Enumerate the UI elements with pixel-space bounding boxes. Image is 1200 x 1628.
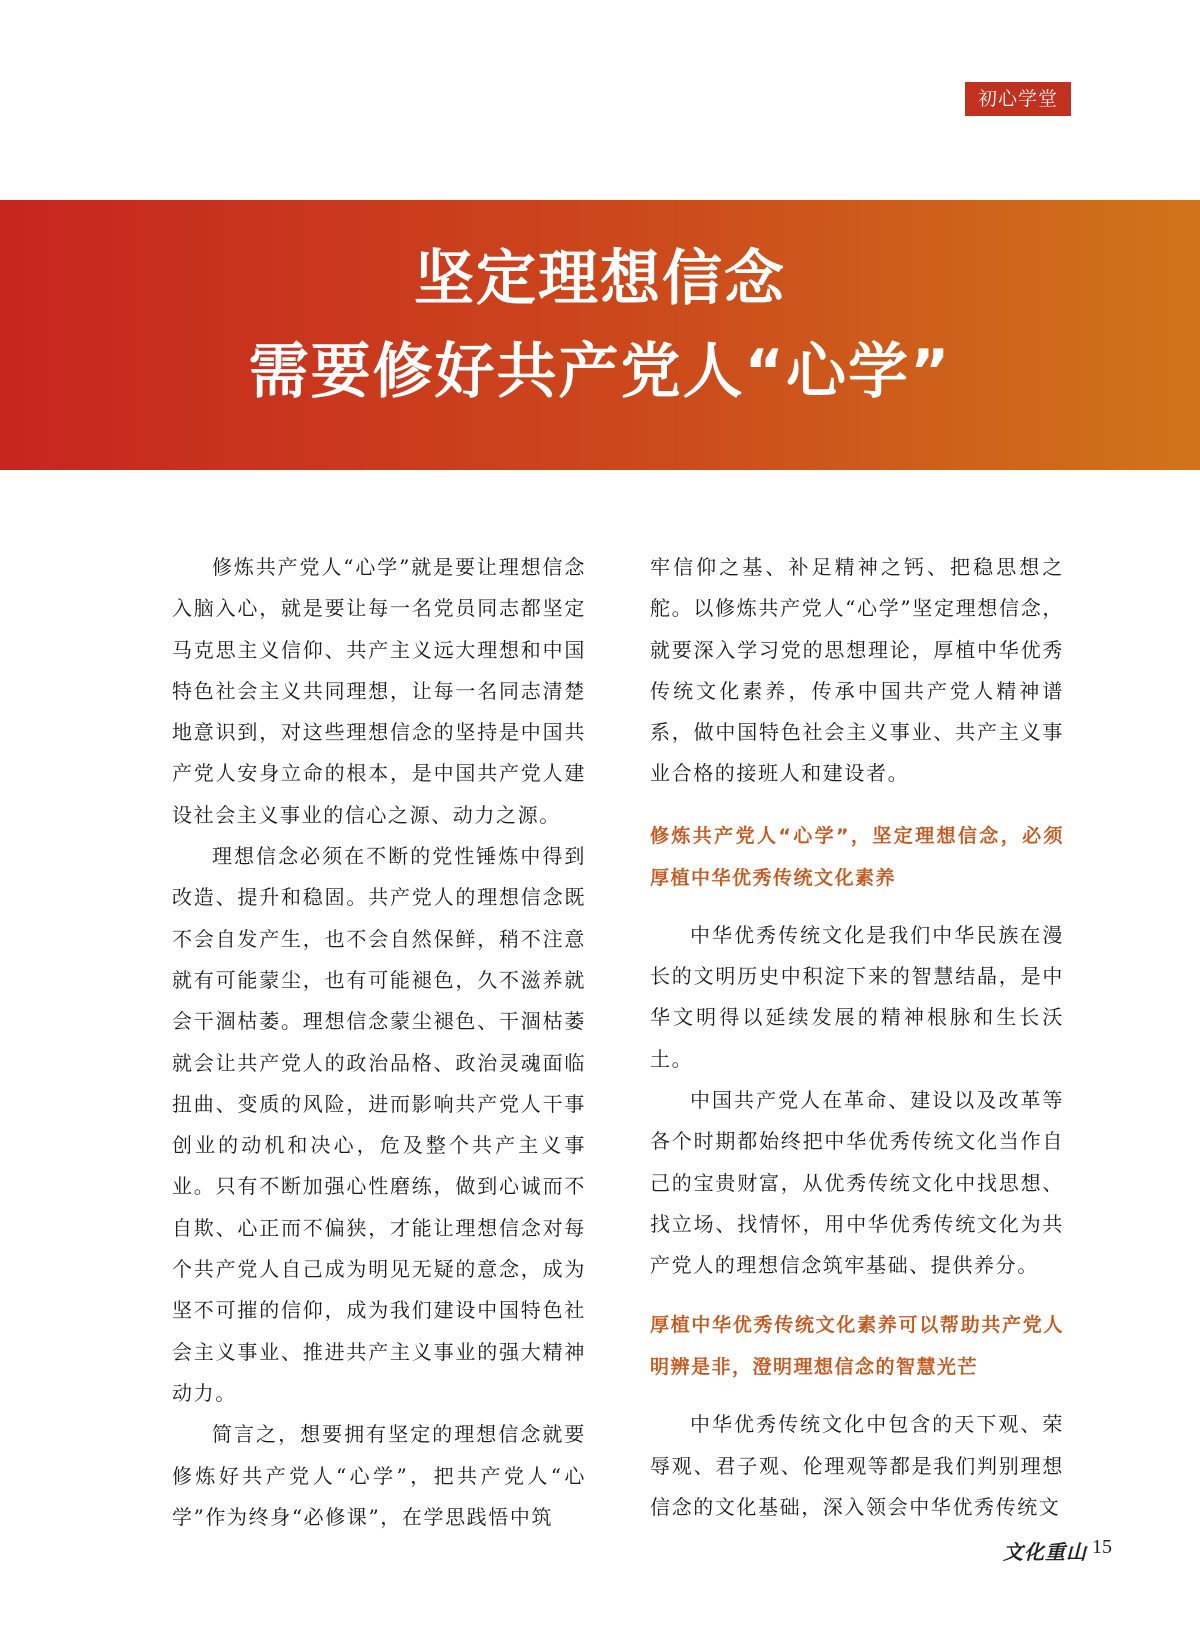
article-title-line-2: 需要修好共产党人“心学” <box>248 337 952 407</box>
section-heading: 厚植中华优秀传统文化素养可以帮助共产党人明辨是非，澄明理想信念的智慧光芒 <box>650 1314 1064 1379</box>
magazine-logo: 文化重山 <box>1003 1540 1087 1564</box>
left-column <box>172 547 586 1538</box>
title-banner <box>0 200 1200 470</box>
paragraph: 修炼共产党人“心学”就是要让理想信念入脑入心，就是要让每一名党员同志都坚定马克思主义信仰、共产主义远大理想和中国特色社会主义共同理想，让每一名同志清楚地意识到，对这些理想信念的坚持是中国共产党人安身立命的根本，是中国共产党人建设社会主义事业的信心之源、动力之源。 <box>172 555 586 827</box>
paragraph: 简言之，想要拥有坚定的理想信念就要修炼好共产党人“心学”，把共产党人“心学”作为终身“必修课”，在学思践悟中筑 <box>172 1422 586 1529</box>
right-column <box>650 547 1064 1528</box>
article-title-line-1: 坚定理想信念 <box>414 244 786 314</box>
section-heading: 修炼共产党人“心学”，坚定理想信念，必须厚植中华优秀传统文化素养 <box>650 824 1064 889</box>
paragraph: 牢信仰之基、补足精神之钙、把稳思想之舵。以修炼共产党人“心学”坚定理想信念，就要深入学习党的思想理论，厚植中华优秀传统文化素养，传承中国共产党人精神谱系，做中国特色社会主义事业、共产主义事业合格的接班人和建设者。 <box>650 555 1064 786</box>
paragraph: 中华优秀传统文化是我们中华民族在漫长的文明历史中积淀下来的智慧结晶，是中华文明得以延续发展的精神根脉和生长沃土。 <box>650 922 1064 1071</box>
page-number: 15 <box>1092 1536 1112 1558</box>
section-tag: 初心学堂 <box>965 82 1071 116</box>
paragraph: 中华优秀传统文化中包含的天下观、荣辱观、君子观、伦理观等都是我们判别理想信念的文化基础，深入领会中华优秀传统文 <box>650 1412 1064 1520</box>
paragraph: 中国共产党人在革命、建设以及改革等各个时期都始终把中华优秀传统文化当作自己的宝贵财富，从优秀传统文化中找思想、找立场、找情怀，用中华优秀传统文化为共产党人的理想信念筑牢基础、提供养分。 <box>650 1087 1064 1278</box>
paragraph: 理想信念必须在不断的党性锤炼中得到改造、提升和稳固。共产党人的理想信念既不会自发产生，也不会自然保鲜，稍不注意就有可能蒙尘，也有可能褪色，久不滋养就会干涸枯萎。理想信念蒙尘褪色、干涸枯萎就会让共产党人的政治品格、政治灵魂面临扭曲、变质的风险，进而影响共产党人干事创业的动机和决心，危及整个共产主义事业。只有不断加强心性磨练，做到心诚而不自欺、心正而不偏狭，才能让理想信念对每个共产党人自己成为明见无疑的意念，成为坚不可摧的信仰，成为我们建设中国特色社会主义事业、推进共产主义事业的强大精神动力。 <box>172 844 586 1405</box>
